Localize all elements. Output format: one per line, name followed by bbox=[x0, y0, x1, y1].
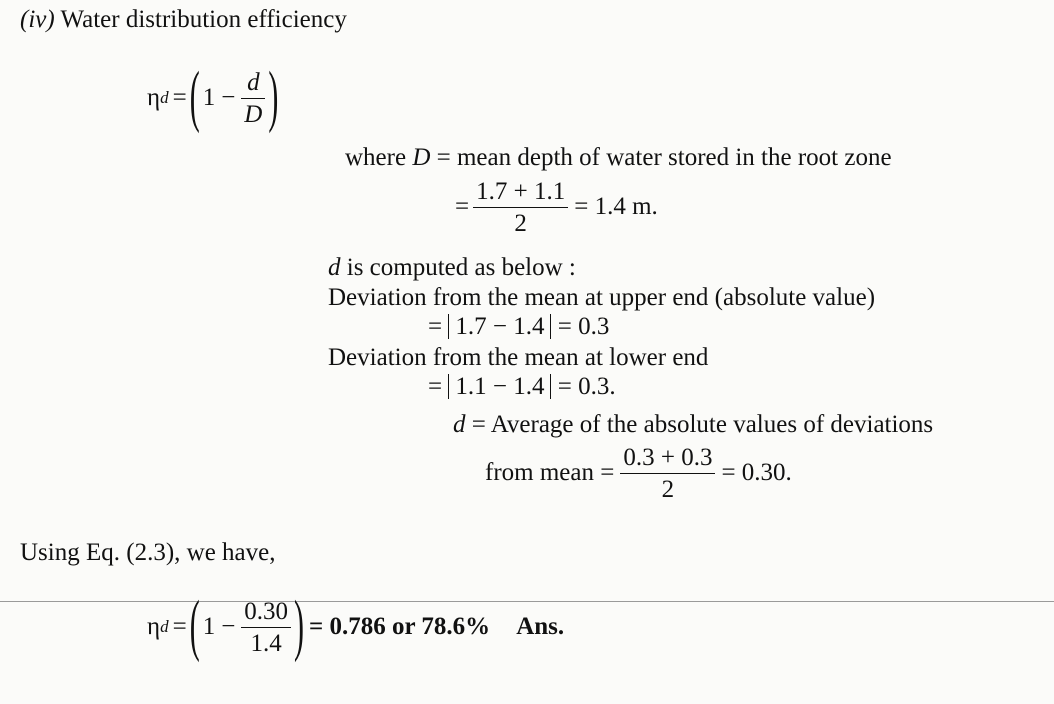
mean-fraction bbox=[473, 179, 568, 236]
final-minus: − bbox=[221, 613, 236, 640]
d-average-calc bbox=[485, 440, 792, 506]
mean-denominator: 2 bbox=[514, 209, 527, 237]
where-variable: D bbox=[412, 144, 431, 171]
where-prefix: where bbox=[345, 144, 407, 171]
d-intro-text: is computed as below : bbox=[346, 254, 576, 281]
final-one: 1 bbox=[202, 613, 216, 640]
using-equation: Using Eq. (2.3), we have, bbox=[20, 539, 276, 566]
d-def-variable: d bbox=[453, 411, 466, 438]
formula-one: 1 bbox=[202, 84, 216, 111]
final-result: = 0.786 or 78.6% bbox=[309, 613, 491, 640]
d-average-result: = 0.30. bbox=[721, 459, 792, 486]
final-right-paren: ) bbox=[294, 587, 305, 664]
dev-lower-result: = 0.3. bbox=[557, 373, 616, 400]
dev-upper-result: = 0.3 bbox=[557, 313, 610, 340]
where-text: = mean depth of water stored in the root zone bbox=[436, 144, 892, 171]
mean-result: = 1.4 m. bbox=[574, 193, 658, 220]
eta-subscript: d bbox=[160, 88, 169, 107]
d-average-fraction bbox=[620, 445, 715, 502]
d-intro bbox=[328, 253, 576, 283]
dev-lower-equals: = bbox=[428, 373, 443, 400]
d-average-numerator: 0.3 + 0.3 bbox=[620, 445, 715, 474]
final-eta-symbol: η bbox=[147, 613, 161, 640]
dev-upper-abs: 1.7 − 1.4 bbox=[448, 314, 551, 339]
efficiency-formula bbox=[147, 58, 281, 138]
where-definition bbox=[345, 143, 892, 173]
d-definition bbox=[453, 410, 933, 440]
right-paren: ) bbox=[268, 58, 279, 135]
section-label: (iv) bbox=[20, 6, 55, 33]
deviation-upper-label: Deviation from the mean at upper end (absolute value) bbox=[328, 284, 876, 311]
final-formula bbox=[147, 586, 564, 668]
deviation-lower-label: Deviation from the mean at lower end bbox=[328, 344, 709, 371]
d-average-prefix: from mean = bbox=[485, 459, 615, 486]
section-title: Water distribution efficiency bbox=[60, 6, 347, 33]
mean-calculation bbox=[455, 172, 658, 242]
answer-label: Ans. bbox=[516, 613, 565, 640]
d-over-D-fraction bbox=[241, 70, 265, 127]
final-left-paren: ( bbox=[189, 587, 200, 664]
dev-upper-equals: = bbox=[428, 313, 443, 340]
d-average-denominator: 2 bbox=[661, 475, 675, 503]
final-eta-subscript: d bbox=[160, 617, 169, 636]
mean-numerator: 1.7 + 1.1 bbox=[473, 179, 568, 208]
fraction-denominator: D bbox=[244, 100, 263, 128]
deviation-upper-calc bbox=[428, 312, 609, 342]
dev-lower-abs: 1.1 − 1.4 bbox=[448, 374, 551, 399]
left-paren: ( bbox=[189, 58, 200, 135]
final-equals: = bbox=[172, 613, 187, 640]
d-def-text: = Average of the absolute values of deviations bbox=[471, 411, 934, 438]
d-variable: d bbox=[328, 254, 341, 281]
eta-symbol: η bbox=[147, 84, 161, 111]
deviation-lower-calc bbox=[428, 372, 616, 402]
final-denominator: 1.4 bbox=[250, 629, 282, 657]
formula-minus: − bbox=[221, 84, 236, 111]
mean-equals: = bbox=[455, 193, 470, 220]
formula-equals: = bbox=[172, 84, 187, 111]
final-fraction bbox=[241, 599, 291, 656]
fraction-numerator: d bbox=[241, 70, 265, 99]
section-heading bbox=[20, 5, 347, 35]
final-numerator: 0.30 bbox=[241, 599, 291, 628]
